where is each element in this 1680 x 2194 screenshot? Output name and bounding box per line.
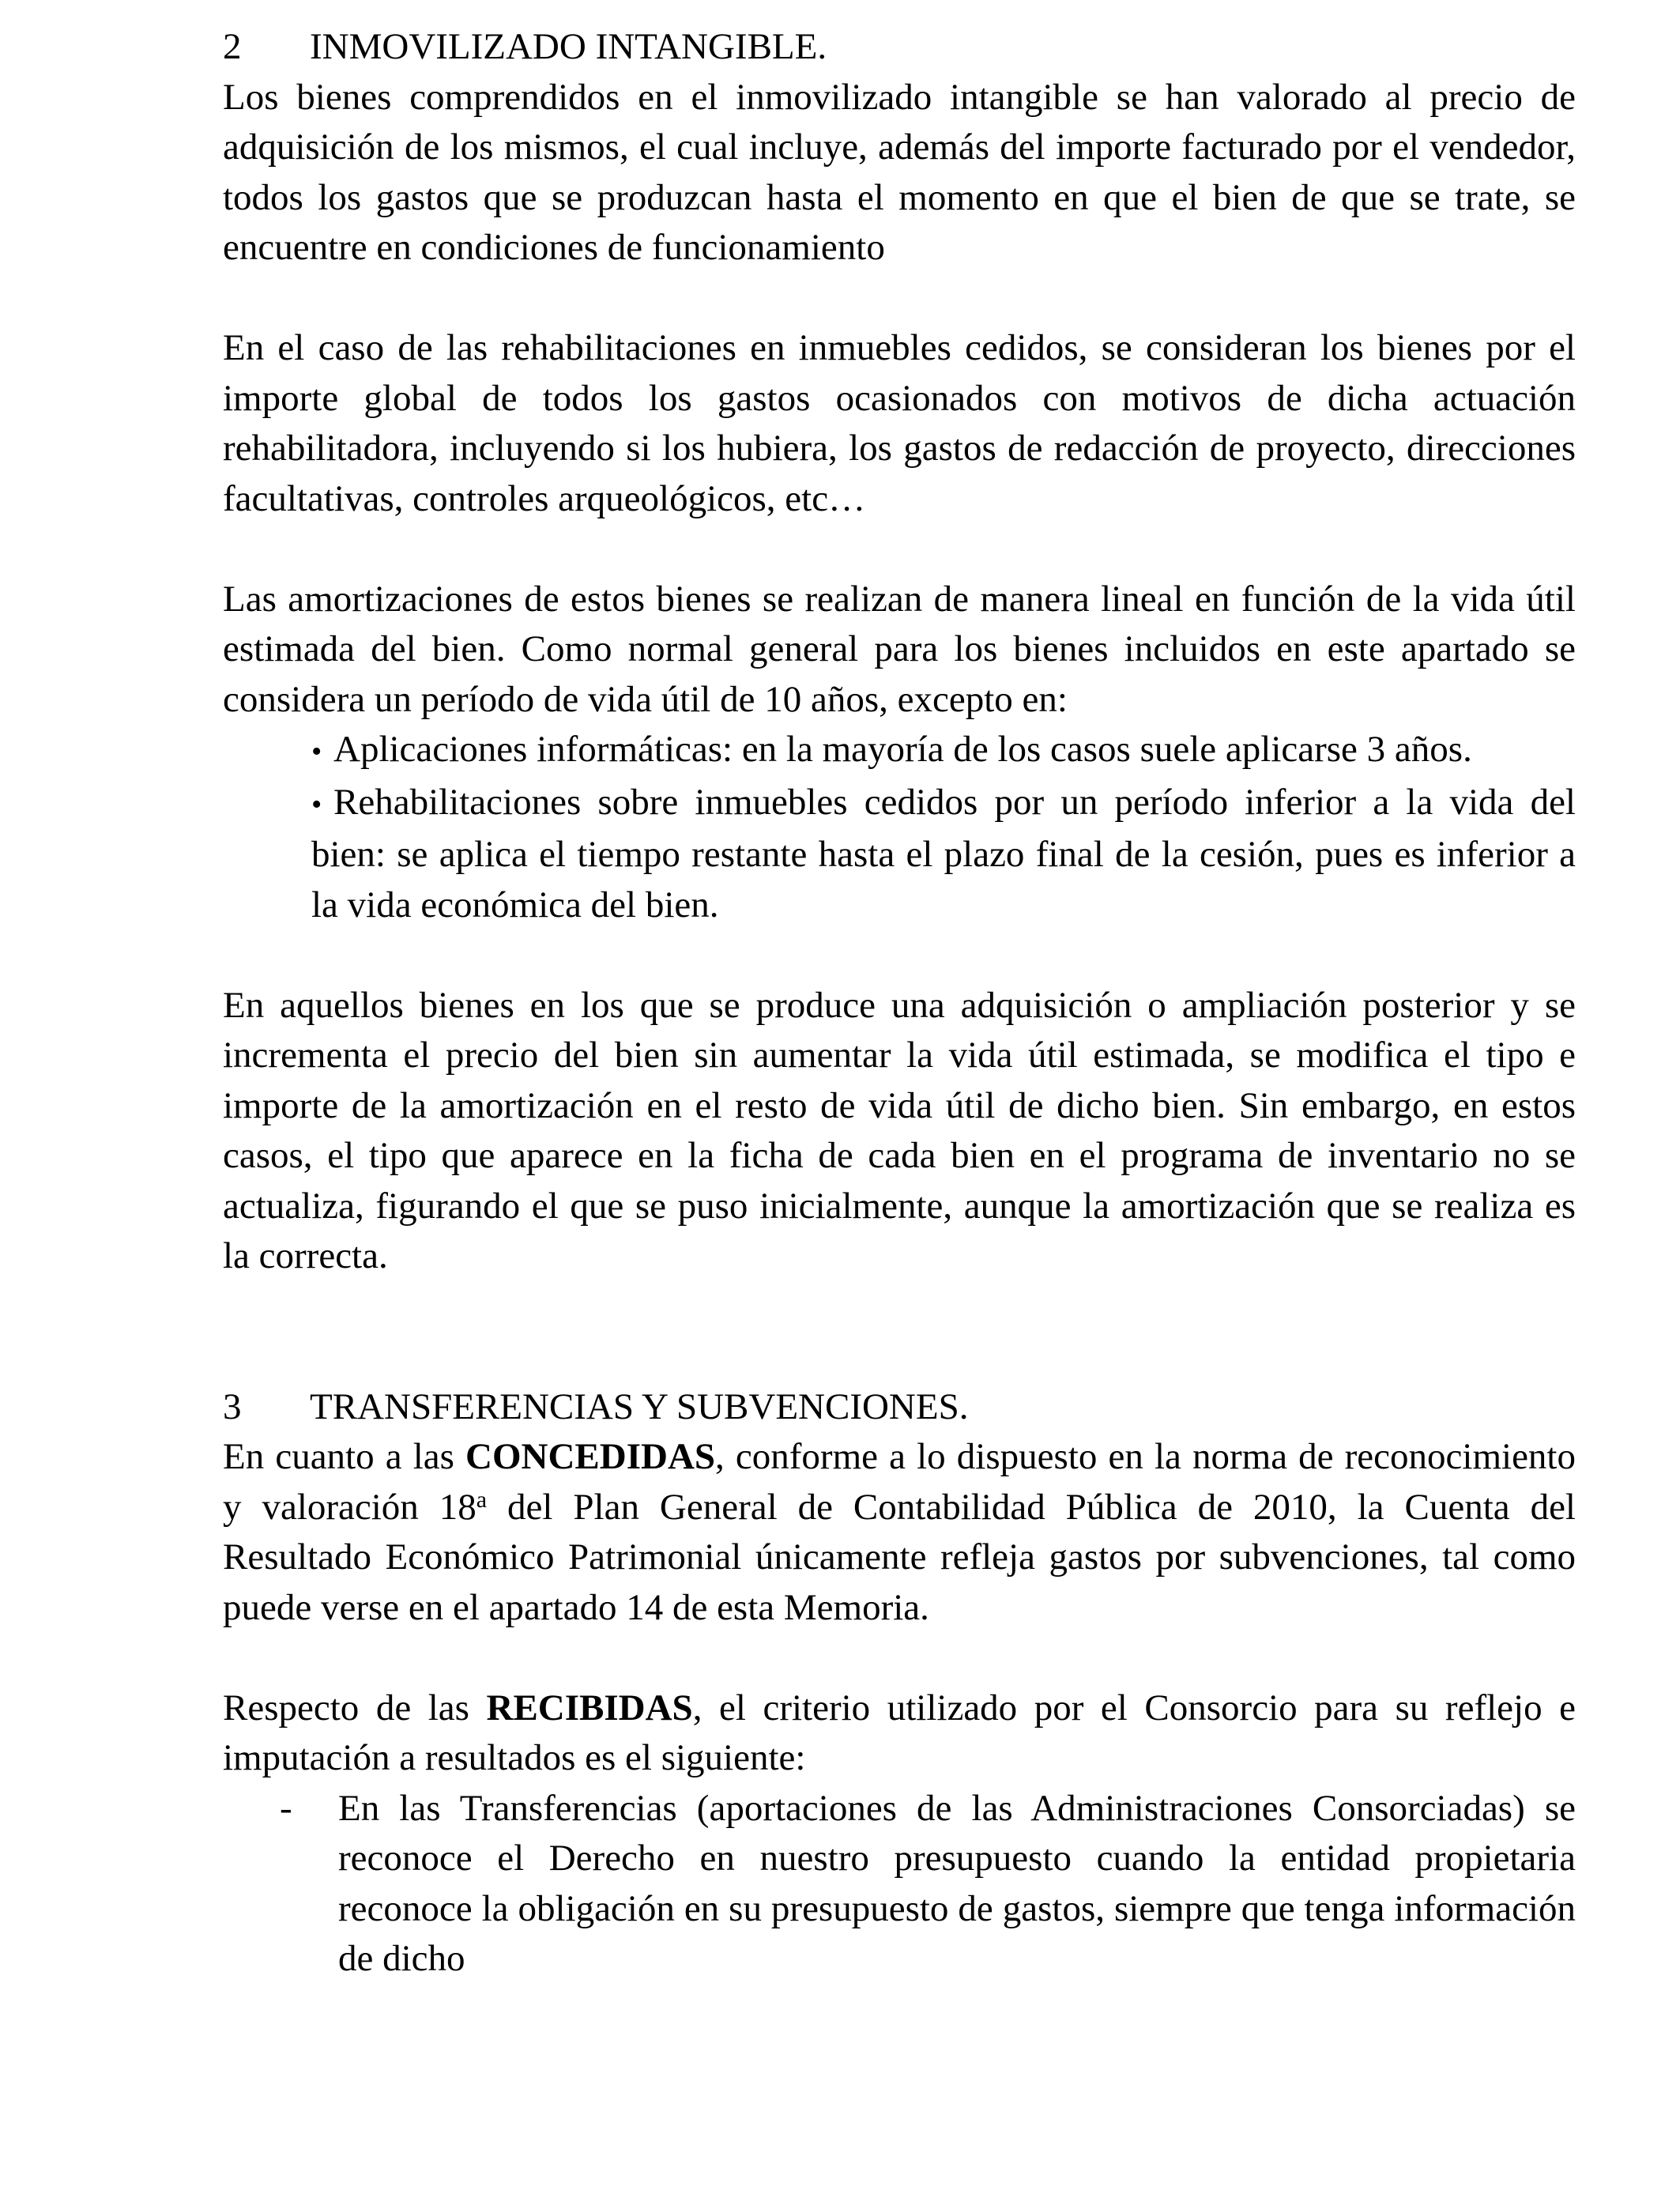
section-3-number: 3 [223,1385,242,1427]
section-3-paragraph-2 [223,1683,1576,1784]
spacer [223,1633,1576,1683]
spacer [223,1282,1576,1382]
section-2-paragraph-1: Los bienes comprendidos en el inmovilizado intangible se han valorado al precio de adquisición de los mismos, el cual incluye, además del importe facturado por el vendedor, todos los gastos que se produzcan hasta el momento en que el bien de que se trate, se encuentre en condiciones de funcionamiento [223,76,1576,268]
section-2-number: 2 [223,26,242,67]
section-2-paragraph-3: Las amortizaciones de estos bienes se realizan de manera lineal en función de la vida útil estimada del bien. Como normal general para los bienes incluidos en este apartado se considera un período de vida útil de 10 años, excepto en: [223,578,1576,720]
list-item [311,778,1576,931]
bullet-icon: • [311,787,322,821]
spacer [223,273,1576,324]
text-run: del Plan General de Contabilidad Pública de 2010, la Cuenta del Resultado Económico Patrimonial únicamente refleja gastos por subvenciones, tal como puede verse en el apartado 14 de esta Memoria. [223,1486,1576,1628]
bullet-icon: • [311,735,322,768]
section-2-paragraph-2: En el caso de las rehabilitaciones en inmuebles cedidos, se consideran los bienes por el importe global de todos los gastos ocasionados con motivos de dicha actuación rehabilitadora, incluyendo si los hubiera, los gastos de redacción de proyecto, direcciones facultativas, controles arqueológicos, etc… [223,327,1576,519]
concedidas-bold: CONCEDIDAS [465,1436,716,1477]
ordinal-superscript: a [476,1486,488,1513]
section-2-paragraph-4: En aquellos bienes en los que se produce una adquisición o ampliación posterior y se incrementa el precio del bien sin aumentar la vida útil estimada, se modifica el tipo e importe de la amortización en el resto de vida útil de dicho bien. Sin embargo, en estos casos, el tipo que aparece en la ficha de cada bien en el programa de inventario no se actualiza, figurando el que se puso inicialmente, aunque la amortización que se realiza es la correcta. [223,984,1576,1276]
document-page [223,22,1576,1985]
spacer [223,524,1576,575]
bullet-text: Rehabilitaciones sobre inmuebles cedidos por un período inferior a la vida del bien: se aplica el tiempo restante hasta el plazo final de la cesión, pues es inferior a la vida económica del bien. [311,781,1576,925]
dash-marker: - [280,1787,292,1829]
section-3-title: TRANSFERENCIAS Y SUBVENCIONES. [310,1385,969,1427]
text-run: , conforme a lo dispuesto en la norma de reconocimiento y valoración 18 [223,1436,1576,1528]
section-2-title: INMOVILIZADO INTANGIBLE. [310,26,827,67]
section-2-bullet-list [223,725,1576,930]
section-3-paragraph-1 [223,1432,1576,1633]
text-run: , el criterio utilizado por el Consorcio para su reflejo e imputación a resultados es el siguiente: [223,1687,1576,1778]
list-item [311,725,1576,778]
bullet-text: Aplicaciones informáticas: en la mayoría de los casos suele aplicarse 3 años. [333,729,1472,770]
section-3-dash-list [223,1784,1576,1985]
list-item [280,1784,1576,1985]
spacer [223,930,1576,981]
section-3-heading [223,1382,1576,1433]
recibidas-bold: RECIBIDAS [486,1687,693,1728]
section-2-heading [223,22,1576,73]
text-run: Respecto de las [223,1687,487,1728]
text-run: En cuanto a las [223,1436,466,1477]
dash-item-text: En las Transferencias (aportaciones de las Administraciones Consorciadas) se reconoce el Derecho en nuestro presupuesto cuando la entidad propietaria reconoce la obligación en su presupuesto de gastos, siempre que tenga información de dicho [338,1787,1576,1979]
